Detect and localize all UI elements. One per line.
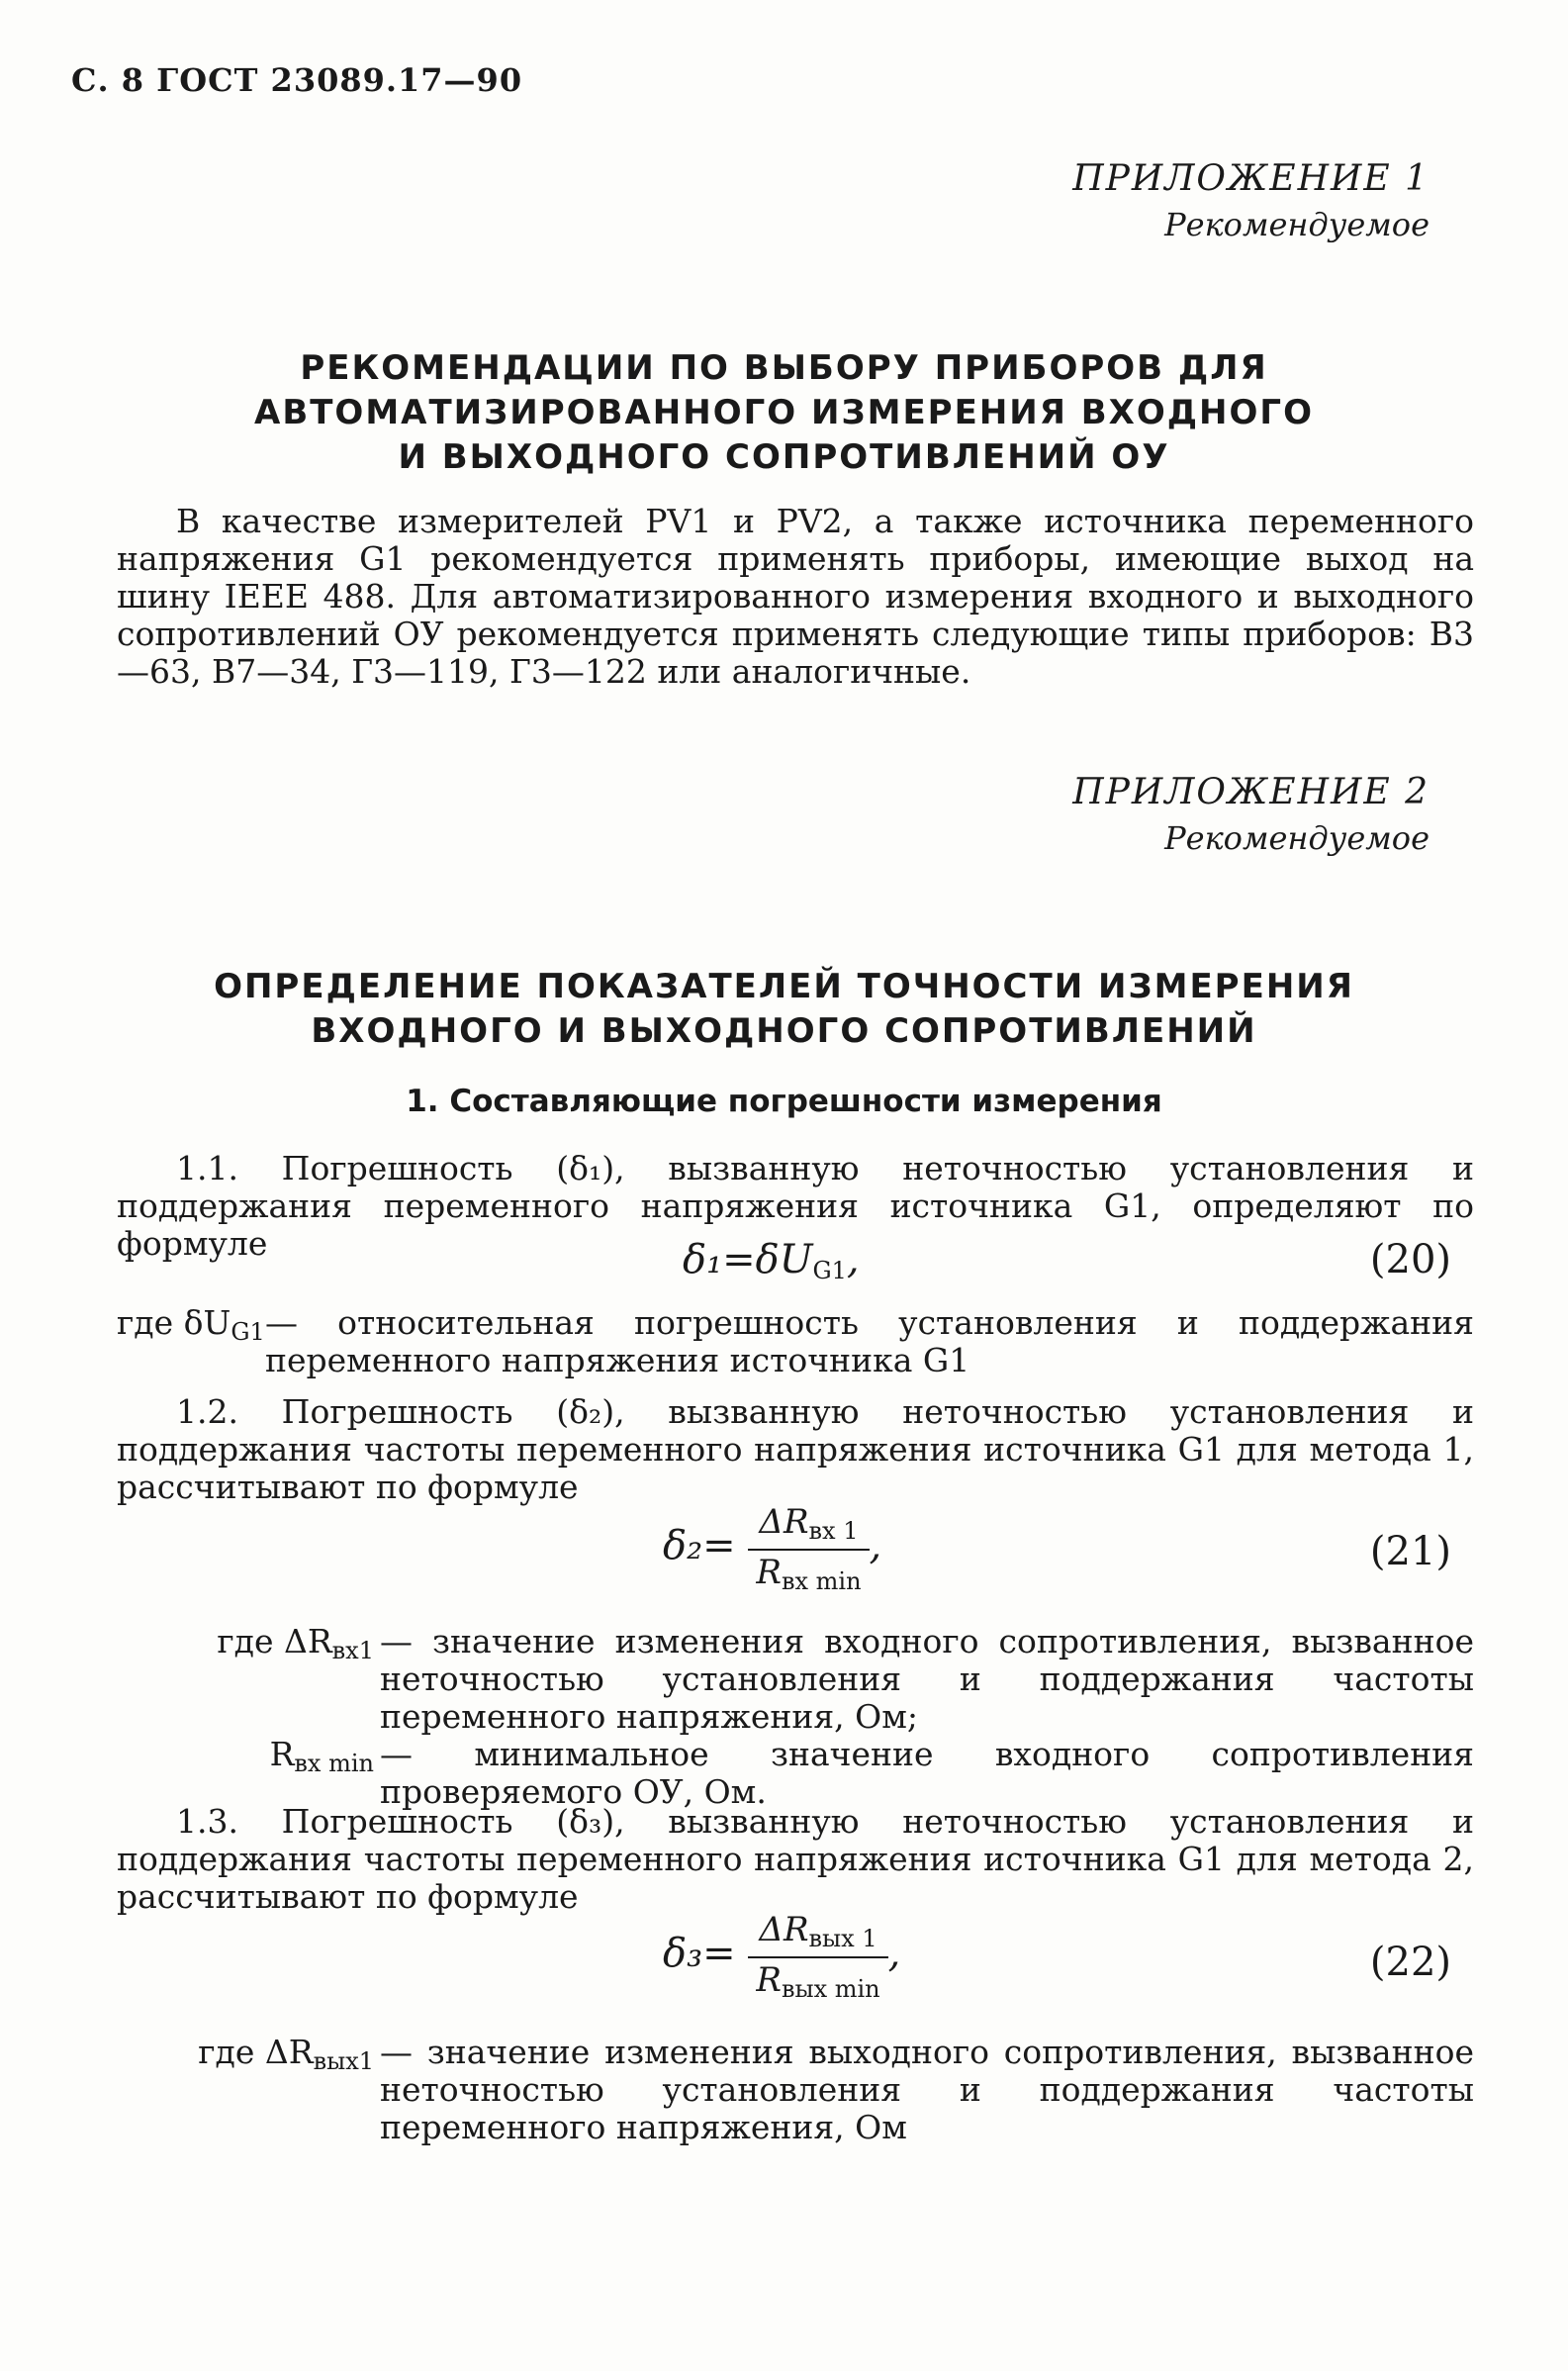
heading-line: ВХОДНОГО И ВЫХОДНОГО СОПРОТИВЛЕНИЙ — [311, 1011, 1257, 1051]
where-text: — минимальное значение входного сопротивления проверяемого ОУ, Ом. — [380, 1735, 1474, 1811]
equation-number-22: (22) — [1369, 1940, 1451, 1985]
paragraph-1-3 — [117, 1803, 1474, 1916]
equation-subscript: G1 — [812, 1257, 847, 1284]
equation-fraction: $\frac{\text{ΔRвых 1}}{\text{Rвых min}}$ — [748, 1910, 887, 2003]
equation-20 — [683, 1237, 860, 1284]
heading-line: ОПРЕДЕЛЕНИЕ ПОКАЗАТЕЛЕЙ ТОЧНОСТИ ИЗМЕРЕНИЯ — [214, 967, 1354, 1006]
appendix-1-status: Рекомендуемое — [1164, 206, 1430, 243]
body-paragraph: В качестве измерителей PV1 и PV2, а также источника переменного напряжения G1 рекомендуется применять приборы, имеющие выход на шину IEEE 488. Для автоматизированного измерения входного и выходного сопротивлений ОУ рекомендуется применять следующие типы приборов: В3—63, В7—34, Г3—119, Г3—122 или аналогичные. — [117, 502, 1474, 691]
where-text: — значение изменения входного сопротивления, вызванное неточностью установления и поддержания частоты переменного напряжения, Ом; — [380, 1622, 1474, 1736]
where-text: — значение изменения выходного сопротивления, вызванное неточностью установления и поддержания частоты переменного напряжения, Ом — [380, 2033, 1474, 2146]
where-block-21 — [117, 1623, 1474, 1811]
section-1-body — [117, 503, 1474, 691]
where-row — [117, 1736, 1474, 1811]
where-row — [117, 2034, 1474, 2146]
where-symbol: где ΔRвых1 — [198, 2033, 374, 2075]
heading-line: И ВЫХОДНОГО СОПРОТИВЛЕНИЙ ОУ — [398, 437, 1170, 477]
equation-21: δ₂= $\frac{\text{ΔRвх 1}}{\text{Rвх min}}$ , — [663, 1502, 882, 1595]
equation-lhs: δ₃= — [663, 1931, 736, 1976]
heading-line: РЕКОМЕНДАЦИИ ПО ВЫБОРУ ПРИБОРОВ ДЛЯ — [300, 348, 1268, 388]
where-symbol: Rвх min — [269, 1735, 374, 1777]
equation-lhs: δ₂= — [663, 1523, 736, 1568]
paragraph-text: 1.2. Погрешность (δ₂), вызванную неточностью установления и поддержания частоты переменного напряжения источника G1 для метода 1, рассчитывают по формуле — [117, 1392, 1474, 1506]
equation-fraction: $\frac{\text{ΔRвх 1}}{\text{Rвх min}}$ — [748, 1502, 869, 1595]
appendix-2-title: ПРИЛОЖЕНИЕ 2 — [1072, 772, 1430, 812]
where-block-20 — [117, 1304, 1474, 1379]
equation-number-20: (20) — [1369, 1237, 1451, 1282]
where-text: — относительная погрешность установления и поддержания переменного напряжения источника G1 — [265, 1303, 1474, 1379]
equation-tail: , — [846, 1237, 860, 1282]
where-block-22 — [117, 2034, 1474, 2146]
section-2-heading — [0, 965, 1568, 1054]
where-row — [117, 1304, 1474, 1379]
where-row — [117, 1623, 1474, 1736]
appendix-2-status: Рекомендуемое — [1164, 819, 1430, 857]
paragraph-1-2 — [117, 1393, 1474, 1506]
where-symbol: где δUG1 — [117, 1303, 265, 1346]
paragraph-text: 1.3. Погрешность (δ₃), вызванную неточностью установления и поддержания частоты переменного напряжения источника G1 для метода 2, рассчитывают по формуле — [117, 1802, 1474, 1916]
appendix-1-title: ПРИЛОЖЕНИЕ 1 — [1072, 158, 1430, 199]
heading-line: АВТОМАТИЗИРОВАННОГО ИЗМЕРЕНИЯ ВХОДНОГО — [254, 393, 1314, 432]
page-header: С. 8 ГОСТ 23089.17—90 — [71, 61, 523, 99]
subsection-heading: 1. Составляющие погрешности измерения — [406, 1084, 1162, 1119]
where-symbol: где ΔRвх1 — [217, 1622, 374, 1664]
appendix-1-label — [1072, 156, 1430, 247]
paragraph-text: 1.1. Погрешность (δ₁), вызванную неточностью установления и поддержания переменного напряжения источника G1, определяют по формуле — [117, 1149, 1474, 1263]
equation-lhs: δ₁=δU — [683, 1237, 813, 1282]
equation-22: δ₃= $\frac{\text{ΔRвых 1}}{\text{Rвых min}}$ , — [663, 1910, 901, 2003]
appendix-2-label — [1072, 770, 1430, 861]
equation-number-21: (21) — [1369, 1529, 1451, 1574]
section-1-heading — [0, 346, 1568, 480]
